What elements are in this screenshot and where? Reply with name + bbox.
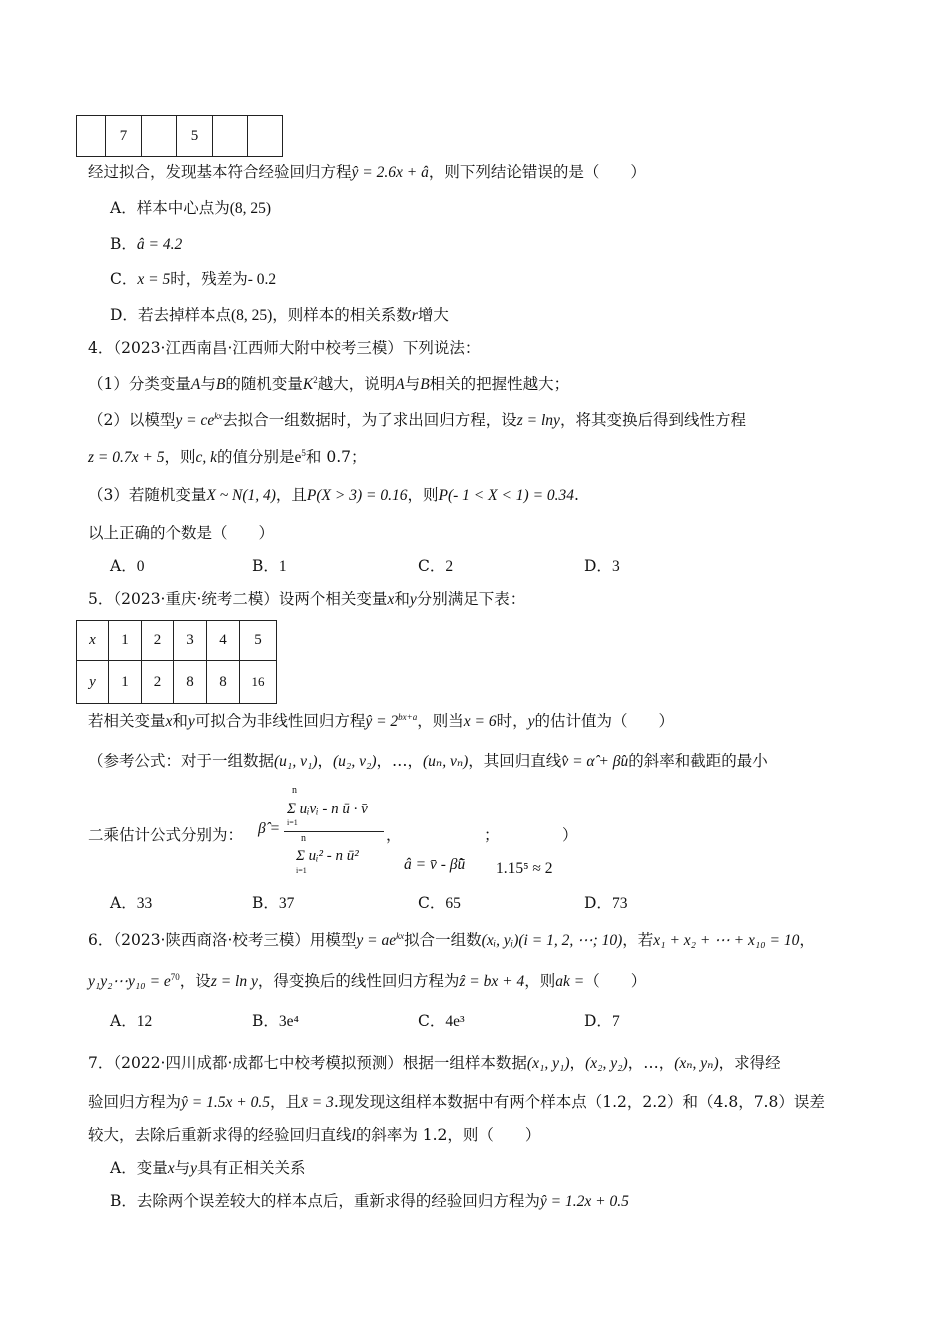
table-cell: 1: [109, 661, 142, 704]
q7-l3-text-b: 的斜率为 1.2，则（ ）: [355, 1126, 541, 1144]
option-text: 若去掉样本点: [137, 306, 231, 324]
option-math: â = 4.2: [136, 236, 183, 253]
table-cell: 8: [174, 661, 207, 704]
q7-l2-text-b: ，且: [269, 1093, 301, 1111]
option-value: 37: [278, 895, 295, 912]
q6-head-text-d: ，: [799, 931, 815, 949]
q5-stem-text-d: ，则当: [417, 712, 464, 730]
option-label: B．: [110, 1192, 137, 1210]
q6-l2-text-c: ，则: [524, 972, 556, 990]
q5-stem: [88, 710, 674, 733]
q6-l2-text-d: （ ）: [584, 972, 647, 990]
q4-s1-var-b2: B: [420, 376, 430, 393]
option-value: 73: [611, 895, 628, 912]
q5-denominator: [296, 844, 359, 867]
option-math: x = 5: [137, 271, 171, 288]
q3-equation: ŷ = 2.6x + â: [351, 164, 429, 181]
option-label: C．: [418, 894, 446, 912]
q4-s2-text-c: ，将其变换后得到线性方程: [559, 411, 746, 429]
q5-stem-text: 若相关变量: [88, 712, 166, 730]
q4-s3-text-d: .: [574, 486, 579, 504]
q5-ref-sep: ，: [317, 752, 334, 770]
option-value: 12: [136, 1013, 153, 1030]
q7-sample-n: (xₙ, yₙ): [674, 1055, 719, 1072]
option-label: C．: [418, 557, 446, 575]
q7-line-l: l: [351, 1127, 356, 1144]
q6-option-c: [418, 1010, 465, 1033]
q5-stem-text-e: 时，: [496, 712, 528, 730]
q6-head-text: 6．（2023·陕西商洛·校考三模）用模型: [88, 931, 357, 949]
q7-l3-text: 较大，去除后重新求得的经验回归直线: [88, 1126, 352, 1144]
q5-ref-text-c: 的斜率和截距的最小: [628, 752, 768, 770]
table-cell: 3: [174, 621, 207, 661]
option-value: 0: [136, 558, 145, 575]
q5-ref-pair-n: (uₙ, vₙ): [423, 753, 469, 770]
option-label: A．: [110, 1159, 137, 1177]
q5-stem-x6: x = 6: [463, 713, 497, 730]
option-label: C．: [110, 270, 138, 288]
table-cell: [77, 116, 106, 157]
table-cell: 2: [142, 661, 174, 704]
q4-s2-model: y = ce: [175, 412, 215, 429]
q4-head: 4．（2023·江西南昌·江西师大附中校考三模）下列说法：: [88, 339, 481, 357]
q7-xbar: x̄ = 3: [300, 1094, 334, 1111]
q4-s2-z: z = lny: [516, 412, 560, 429]
q5-formula-intro: 二乘估计公式分别为：: [88, 826, 244, 844]
table-row: [77, 621, 277, 661]
q7-sample-1: (x₁, y₁): [526, 1055, 570, 1072]
q4-s1-text-c: 的随机变量: [225, 375, 303, 393]
option-label: C．: [418, 1012, 446, 1030]
q5-ref-pair-1: (u₁, v₁): [274, 753, 318, 770]
q4-s3-text: （3）若随机变量: [88, 486, 207, 504]
q5-reference: [88, 750, 768, 773]
q5-formula-semicolon: ；: [484, 826, 500, 844]
q3-option-a: [110, 197, 271, 220]
q5-ref-text: （参考公式：对于一组数据: [88, 752, 275, 770]
q6-linear: ẑ = bx + 4: [459, 973, 525, 990]
option-text: 去除两个误差较大的样本点后，重新求得的经验回归方程为: [136, 1192, 540, 1210]
q5-head: [88, 588, 525, 611]
table-cell: 5: [240, 621, 277, 661]
q5-var-y: y: [409, 591, 417, 608]
q3-stem-text-2: ，则下列结论错误的是（ ）: [428, 163, 646, 181]
q3-option-b: [110, 233, 182, 256]
q6-data-set: (xᵢ, yᵢ)(i = 1, 2, ⋯; 10): [481, 932, 623, 949]
option-label: D．: [584, 557, 612, 575]
option-value: 1: [278, 558, 287, 575]
option-text-b: 与: [174, 1159, 191, 1177]
option-label: B．: [252, 557, 279, 575]
q5-formula-close: ）: [562, 826, 578, 844]
option-text-c: 具有正相关关系: [197, 1159, 306, 1177]
q7-head-text-b: ，求得经: [718, 1054, 781, 1072]
q7-sample-2: (x₂, y₂): [585, 1055, 628, 1072]
q6-option-a: [110, 1010, 152, 1033]
q4-s1-sup: 2: [313, 374, 318, 385]
q5-ref-pair-2: (u₂, v₂): [333, 753, 377, 770]
table-cell: 5: [177, 116, 213, 157]
option-value: 3: [611, 558, 620, 575]
option-text-2: ，则样本的相关系数: [272, 306, 412, 324]
option-math-r: r: [411, 307, 418, 324]
q5-option-b: [252, 892, 294, 915]
q6-product-sup: 70: [170, 971, 180, 982]
q4-s2-text-b: 去拟合一组数据时，为了求出回归方程，设: [222, 411, 517, 429]
option-label: D．: [584, 894, 612, 912]
table-cell: 2: [142, 621, 174, 661]
q5-numerator-expr: Σ uᵢvᵢ - n ū · v̄: [287, 801, 368, 817]
q5-ref-text-b: ，其回归直线: [468, 752, 562, 770]
q3-stem: [88, 161, 646, 184]
q6-line-2: [88, 970, 646, 993]
top-data-table: [76, 115, 283, 157]
option-var-x: x: [167, 1160, 175, 1177]
q4-s3-dist: X ~ N(1, 4): [206, 487, 276, 504]
q5-sum-top-1: n: [292, 785, 297, 796]
q7-l2-text-c: .现发现这组样本数据中有两个样本点（1.2，2.2）和（4.8，7.8）误差: [333, 1093, 825, 1111]
q5-stem-text-c: 可拟合为非线性回归方程: [194, 712, 366, 730]
q6-l2-text-b: ，得变换后的线性回归方程为: [257, 972, 460, 990]
option-label: B．: [252, 894, 279, 912]
q7-l2-text: 验回归方程为: [88, 1093, 182, 1111]
q4-s1-text: （1）分类变量: [88, 375, 191, 393]
q5-numerator: [287, 797, 368, 820]
q4-option-a: [110, 555, 144, 578]
option-value: 33: [136, 895, 153, 912]
q6-z: z = ln y: [210, 973, 258, 990]
q5-ref-line: v̂ = α̂ + β̂u: [561, 753, 629, 770]
q5-stem-y: y: [187, 713, 195, 730]
option-value: 4e³: [445, 1013, 465, 1030]
q4-s2-ck: c, k: [195, 449, 217, 466]
option-text: 样本中心点为: [136, 199, 230, 217]
q4-tail: 以上正确的个数是（ ）: [88, 524, 275, 542]
q5-denominator-expr: Σ uᵢ² - n ū²: [296, 848, 359, 864]
q5-table: [76, 620, 277, 704]
q4-s1-var-b: B: [215, 376, 226, 393]
q5-head-text-c: 分别满足下表：: [416, 590, 526, 608]
option-value: 3e⁴: [278, 1013, 299, 1030]
table-cell: [142, 116, 177, 157]
q6-option-d: [584, 1010, 620, 1033]
q5-sum-top-2: n: [301, 833, 306, 844]
q6-l2-text: ，设: [179, 972, 211, 990]
q7-equation: ŷ = 1.5x + 0.5: [181, 1094, 270, 1111]
q5-sum-bot-1: i=1: [287, 818, 298, 827]
q4-option-d: [584, 555, 620, 578]
q4-s1-text-f: 相关的把握性越大；: [429, 375, 570, 393]
q5-stem-exp: bx+a: [398, 711, 418, 722]
option-value: 7: [611, 1013, 620, 1030]
q6-head-text-b: 拟合一组数: [404, 931, 482, 949]
q6-sum: x₁ + x₂ + ⋯ + x₁₀ = 10: [653, 932, 800, 949]
q4-s3-p1: P(X > 3) = 0.16: [306, 487, 408, 504]
q5-ref-sep-2: ，…，: [376, 752, 424, 770]
q4-s2-text: （2）以模型: [88, 411, 176, 429]
q5-head-text-b: 和: [394, 590, 410, 608]
option-math: (8, 25): [229, 200, 272, 217]
option-label: A．: [110, 199, 137, 217]
option-label: A．: [110, 1012, 137, 1030]
q4-s1-var-k: K: [302, 376, 314, 393]
q5-alpha-formula: â = v̄ - β̂ū: [404, 856, 466, 873]
q7-head-text: 7．（2022·四川成都·成都七中校考模拟预测）根据一组样本数据: [88, 1054, 527, 1072]
q5-approx: 1.15⁵ ≈ 2: [496, 860, 553, 877]
table-cell: 4: [207, 621, 240, 661]
q5-fraction-bar: [284, 831, 384, 832]
q5-stem-y2: y: [527, 713, 535, 730]
q5-stem-x: x: [165, 713, 173, 730]
q5-stem-text-b: 和: [172, 712, 188, 730]
table-cell: 16: [240, 661, 277, 704]
q5-head-text: 5．（2023·重庆·统考二模）设两个相关变量: [88, 590, 388, 608]
table-cell: x: [77, 621, 109, 661]
q4-statement-2-cont: [88, 446, 366, 469]
table-cell: [213, 116, 248, 157]
q4-s1-var-a: A: [190, 376, 201, 393]
option-equation: ŷ = 1.2x + 0.5: [539, 1193, 629, 1210]
q6-model: y = ae: [356, 932, 397, 949]
q4-s3-text-b: ，且: [275, 486, 307, 504]
q4-s3-p2: P(- 1 < X < 1) = 0.34: [438, 487, 575, 504]
q4-s3-text-c: ，则: [407, 486, 439, 504]
q4-s2-e: e: [294, 449, 302, 466]
q5-sum-bot-2: i=1: [296, 866, 307, 875]
q6-product: y₁y₂⋯y₁₀ = e: [88, 973, 171, 990]
q3-stem-text: 经过拟合，发现基本符合经验回归方程: [88, 163, 352, 181]
q5-option-d: [584, 892, 627, 915]
q4-s2-linear: z = 0.7x + 5: [88, 449, 165, 466]
table-cell: [248, 116, 283, 157]
q6-head: [88, 929, 815, 952]
option-label: B．: [252, 1012, 279, 1030]
option-label: D．: [584, 1012, 612, 1030]
q6-option-b: [252, 1010, 299, 1033]
q4-s2-e-sup: 5: [301, 447, 306, 458]
table-row: [77, 661, 277, 704]
table-cell: 8: [207, 661, 240, 704]
q5-stem-eq: ŷ = 2: [365, 713, 399, 730]
q7-line-3: [88, 1124, 540, 1147]
q4-statement-1: [88, 373, 569, 396]
q4-s1-var-a2: A: [395, 376, 405, 393]
q4-s2-text-e: 的值分别是: [217, 448, 295, 466]
option-label: A．: [110, 557, 137, 575]
q5-formula-comma: ，: [386, 826, 402, 844]
option-math: (8, 25): [230, 307, 273, 324]
table-row: [77, 116, 283, 157]
q4-s2-text-d: ，则: [164, 448, 196, 466]
q4-s1-text-d: 越大，说明: [317, 375, 396, 393]
q7-sep-2: ，…，: [627, 1054, 675, 1072]
option-var-y: y: [190, 1160, 198, 1177]
q5-stem-text-f: 的估计值为（ ）: [534, 712, 675, 730]
q5-option-a: [110, 892, 152, 915]
q4-s2-text-f: 和 0.7；: [305, 448, 367, 466]
option-text-3: 增大: [417, 306, 449, 324]
q4-s1-text-b: 与: [200, 375, 216, 393]
option-math-2: - 0.2: [247, 271, 277, 288]
option-label: D．: [110, 306, 138, 324]
option-label: B．: [110, 235, 137, 253]
q4-statement-3: [88, 484, 579, 507]
q3-option-d: [110, 304, 449, 327]
table-cell: 1: [109, 621, 142, 661]
option-label: A．: [110, 894, 137, 912]
q6-head-text-c: ，若: [622, 931, 654, 949]
table-cell: y: [77, 661, 109, 704]
q7-option-b: [110, 1190, 629, 1213]
q4-s1-text-e: 与: [404, 375, 421, 393]
q7-sep: ，: [569, 1054, 586, 1072]
q5-beta-lhs: β̂ =: [258, 820, 281, 837]
option-text: 时，残差为: [170, 270, 248, 288]
q5-var-x: x: [387, 591, 395, 608]
q4-option-b: [252, 555, 287, 578]
table-cell: 7: [106, 116, 142, 157]
q6-model-sup: kx: [396, 930, 405, 941]
q5-option-c: [418, 892, 461, 915]
option-text: 变量: [136, 1159, 168, 1177]
q4-s2-sup: kx: [214, 410, 223, 421]
q7-option-a: [110, 1157, 306, 1180]
q7-line-2: [88, 1091, 825, 1114]
option-value: 65: [445, 895, 461, 912]
q4-statement-2: [88, 409, 746, 432]
option-value: 2: [445, 558, 454, 575]
q4-option-c: [418, 555, 453, 578]
q6-ak: ak =: [555, 973, 585, 990]
q3-option-c: [110, 268, 276, 291]
q7-head: [88, 1052, 781, 1075]
